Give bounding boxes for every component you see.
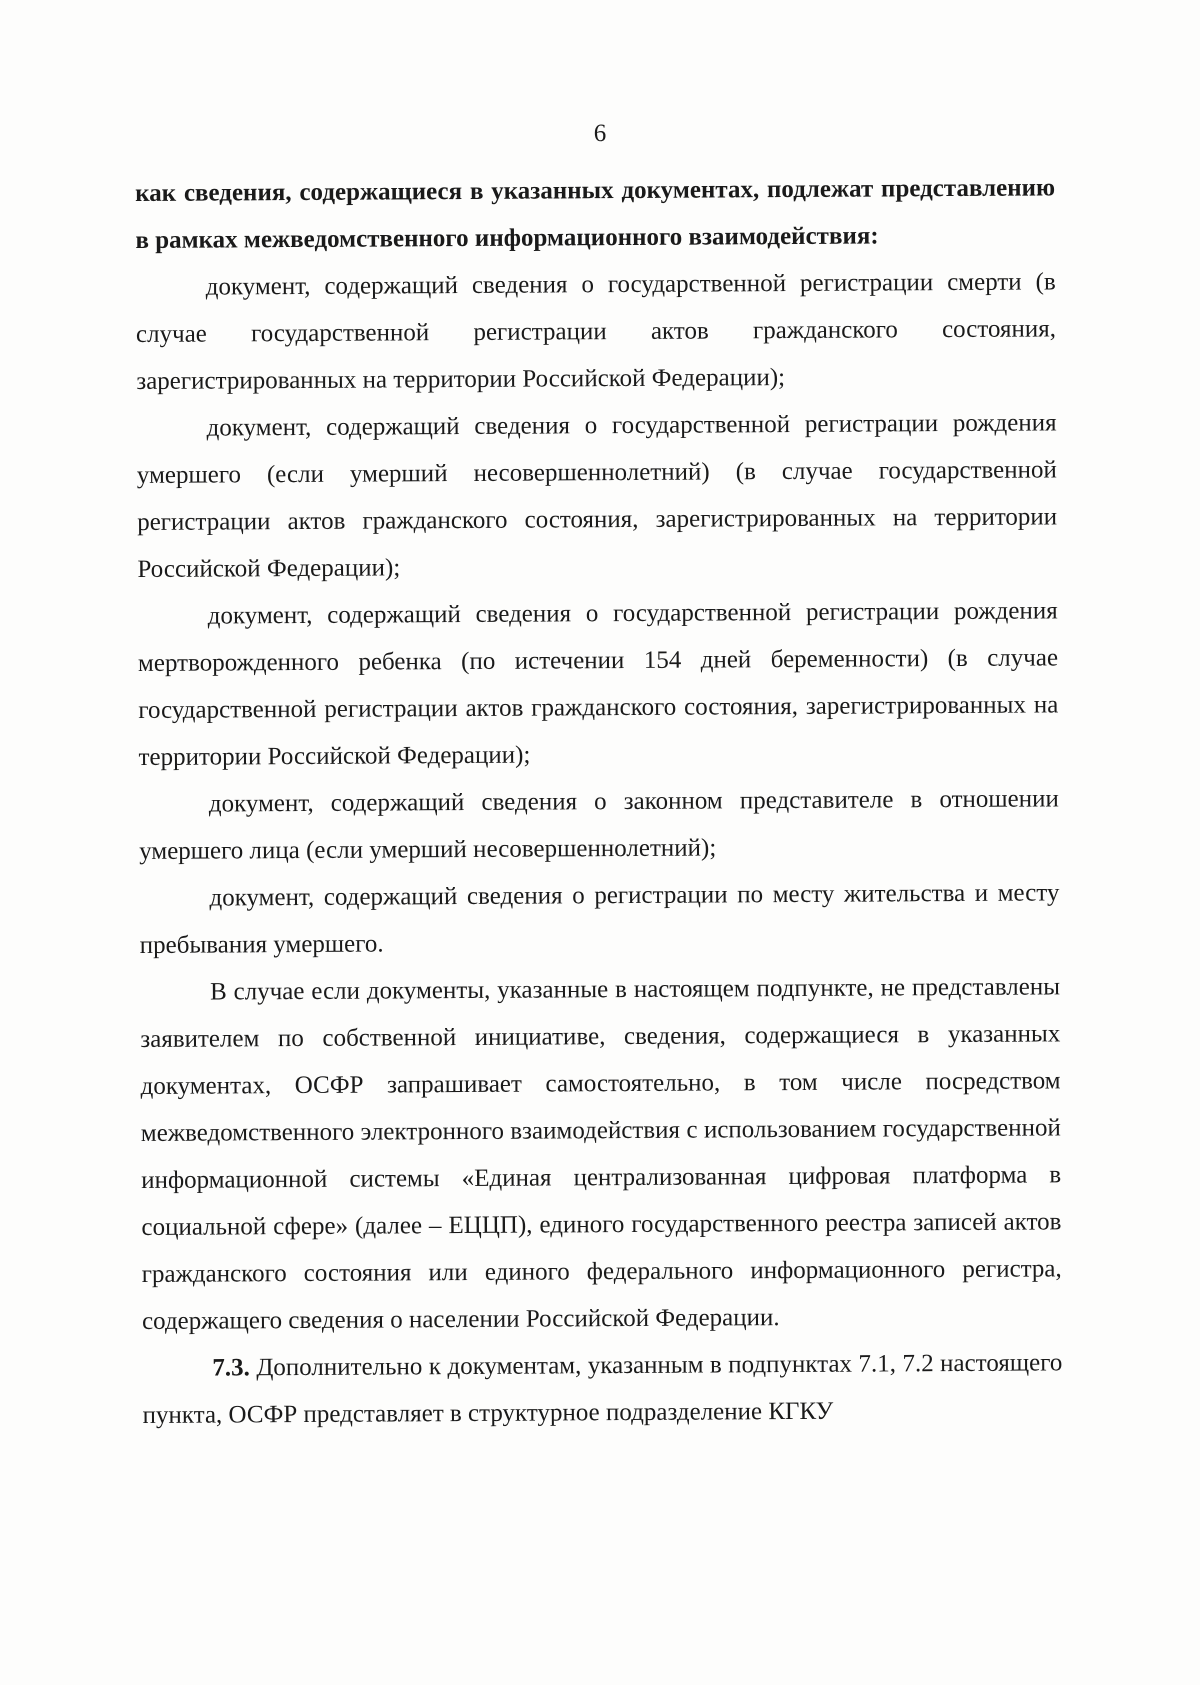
section-7-3-text: Дополнительно к документам, указанным в подпунктах 7.1, 7.2 настоящего пункта, ОСФР представляет в структурное подразделение КГКУ bbox=[142, 1349, 1063, 1429]
list-item: документ, содержащий сведения о регистрации по месту жительства и месту пребывания умершего. bbox=[139, 879, 1060, 959]
case-paragraph: В случае если документы, указанные в настоящем подпункте, не представлены заявителем по собственной инициативе, сведения, содержащиеся в указанных документах, ОСФР запрашивает самостоятельно, в том числе посредством межведомственного электронного взаимодействия с использованием государственной информационной системы «Единая централизованная цифровая платформа в социальной сфере» (далее – ЕЦЦП), единого государственного реестра записей актов гражданского состояния или единого федерального информационного регистра, содержащего сведения о населении Российской Федерации. bbox=[140, 973, 1062, 1335]
section-7-3-paragraph bbox=[142, 1339, 1063, 1439]
list-item: документ, содержащий сведения о государственной регистрации смерти (в случае государственной регистрации актов гражданского состояния, зарегистрированных на территории Российской Федерации); bbox=[135, 268, 1057, 395]
list-item: документ, содержащий сведения о законном представителе в отношении умершего лица (если умерший несовершеннолетний); bbox=[139, 785, 1059, 865]
document-body bbox=[135, 164, 1063, 1439]
list-item: документ, содержащий сведения о государственной регистрации рождения умершего (если умерший несовершеннолетний) (в случае государственной регистрации актов гражданского состояния, зарегистрированных на территории Российской Федерации); bbox=[136, 409, 1058, 583]
section-7-3-number: 7.3. bbox=[212, 1354, 250, 1382]
page-number: 6 bbox=[593, 120, 607, 147]
intro-paragraph: как сведения, содержащиеся в указанных документах, подлежат представлению в рамках межведомственного информационного взаимодействия: bbox=[135, 174, 1056, 254]
list-item: документ, содержащий сведения о государственной регистрации рождения мертворожденного ребенка (по истечении 154 дней беременности) (в случае государственной регистрации актов гражданского состояния, зарегистрированных на территории Российской Федерации); bbox=[137, 597, 1059, 771]
